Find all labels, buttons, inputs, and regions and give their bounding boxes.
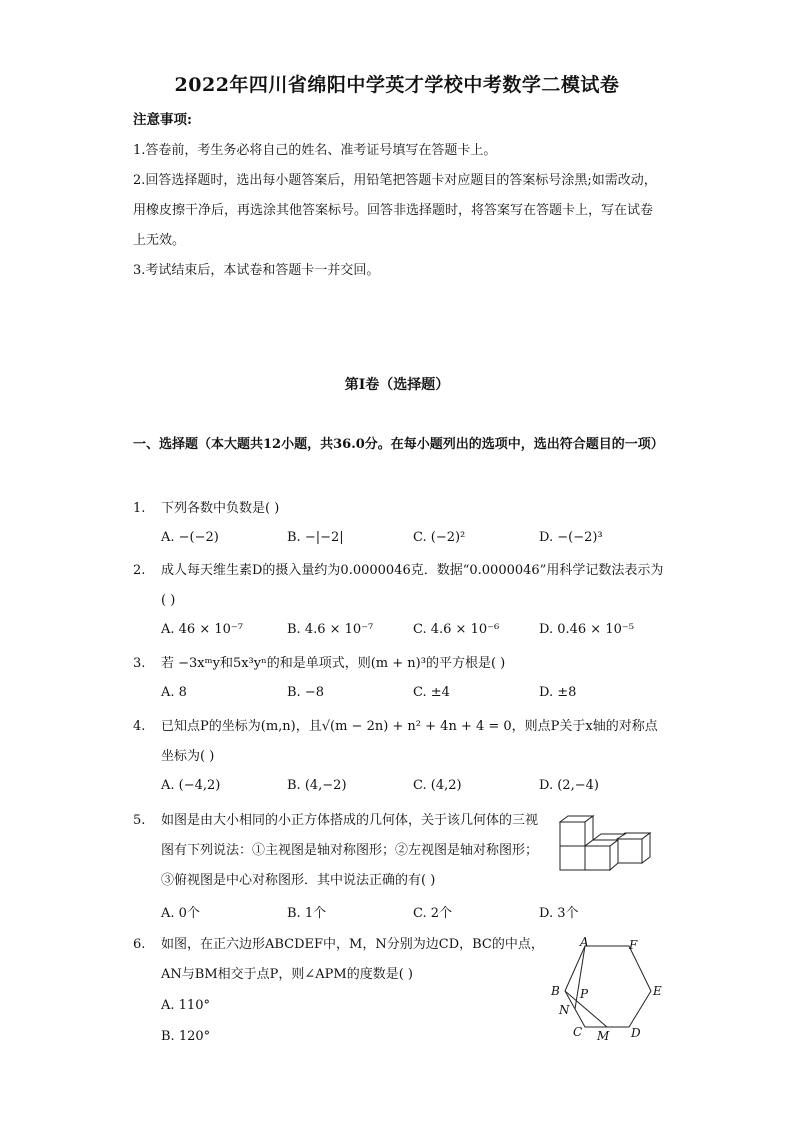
- option-a[interactable]: A. 110°: [161, 998, 210, 1013]
- label-d: D: [631, 1026, 641, 1040]
- question-text: 成人每天维生素D的摄入量约为0.0000046克．数据“0.0000046”用科学记数法表示为( ): [161, 563, 664, 608]
- cube-solid-figure: [555, 812, 665, 872]
- option-d[interactable]: D. (2,−4): [539, 778, 599, 793]
- notice-item-3: 3.考试结束后，本试卷和答题卡一并交回。: [133, 263, 380, 278]
- option-d[interactable]: D. ±8: [539, 685, 577, 700]
- question-number: 1.: [133, 501, 146, 516]
- question-text: 如图是由大小相同的小正方体搭成的几何体，关于该几何体的三视图有下列说法：①主视图是轴对称图形；②左视图是轴对称图形；③俯视图是中心对称图形．其中说法正确的有( ): [161, 813, 539, 888]
- label-m: M: [597, 1029, 610, 1043]
- question-number: 2.: [133, 563, 146, 578]
- question-number: 4.: [133, 719, 146, 734]
- label-f: F: [629, 938, 638, 952]
- notice-item-2: 2.回答选择题时，选出每小题答案后，用铅笔把答题卡对应题目的答案标号涂黑;如需改动，用橡皮擦干净后，再选涂其他答案标号。回答非选择题时，将答案写在答题卡上，写在试卷上无效。: [133, 173, 657, 248]
- option-a[interactable]: A. 46 × 10⁻⁷: [161, 622, 243, 637]
- option-c[interactable]: C. ±4: [413, 685, 450, 700]
- option-b[interactable]: B. 4.6 × 10⁻⁷: [287, 622, 374, 637]
- option-a[interactable]: A. 8: [161, 685, 187, 700]
- hexagon-figure: [545, 936, 670, 1046]
- option-a[interactable]: A. 0个: [161, 906, 200, 921]
- question-number: 6.: [133, 937, 146, 952]
- option-b[interactable]: B. −|−2|: [287, 530, 344, 545]
- notice-item-1: 1.答卷前，考生务必将自己的姓名、准考证号填写在答题卡上。: [133, 143, 497, 158]
- question-text: 下列各数中负数是( ): [161, 501, 280, 516]
- section-title: 第I卷（选择题）: [344, 377, 450, 393]
- option-b[interactable]: B. 120°: [161, 1029, 211, 1044]
- part-detail: （本大题共12小题，共36.0分。在每小题列出的选项中，选出符合题目的一项）: [198, 437, 664, 452]
- question-number: 5.: [133, 813, 146, 828]
- part-heading: [133, 430, 668, 460]
- label-p: P: [580, 987, 589, 1001]
- label-c: C: [573, 1025, 583, 1039]
- option-c[interactable]: C. 2个: [413, 906, 453, 921]
- label-n: N: [559, 1003, 570, 1017]
- option-c[interactable]: C. (4,2): [413, 778, 462, 793]
- question-number: 3.: [133, 656, 146, 671]
- question-text: 已知点P的坐标为(m,n)，且√(m − 2n) + n² + 4n + 4 = 0，则点P关于x轴的对称点坐标为( ): [161, 719, 658, 764]
- notice-heading: 注意事项:: [133, 112, 192, 128]
- label-a: A: [580, 936, 589, 949]
- option-b[interactable]: B. −8: [287, 685, 324, 700]
- option-d[interactable]: D. −(−2)³: [539, 530, 603, 545]
- option-b[interactable]: B. (4,−2): [287, 778, 347, 793]
- option-b[interactable]: B. 1个: [287, 906, 327, 921]
- option-c[interactable]: C. (−2)²: [413, 530, 466, 545]
- option-c[interactable]: C. 4.6 × 10⁻⁶: [413, 622, 500, 637]
- hexagon-outline: [565, 946, 651, 1027]
- label-e: E: [653, 984, 662, 998]
- question-text: 如图，在正六边形ABCDEF中，M，N分别为边CD，BC的中点，AN与BM相交于点P，则∠APM的度数是( ): [161, 937, 544, 982]
- option-d[interactable]: D. 3个: [539, 906, 579, 921]
- option-a[interactable]: A. (−4,2): [161, 778, 221, 793]
- question-text: 若 −3xᵐy和5x³yⁿ的和是单项式，则(m + n)³的平方根是( ): [161, 656, 506, 671]
- part-prefix: 一、选择题: [133, 437, 199, 452]
- option-d[interactable]: D. 0.46 × 10⁻⁵: [539, 622, 634, 637]
- label-b: B: [551, 984, 560, 998]
- option-a[interactable]: A. −(−2): [161, 530, 219, 545]
- exam-title: 2022年四川省绵阳中学英才学校中考数学二模试卷: [174, 74, 620, 96]
